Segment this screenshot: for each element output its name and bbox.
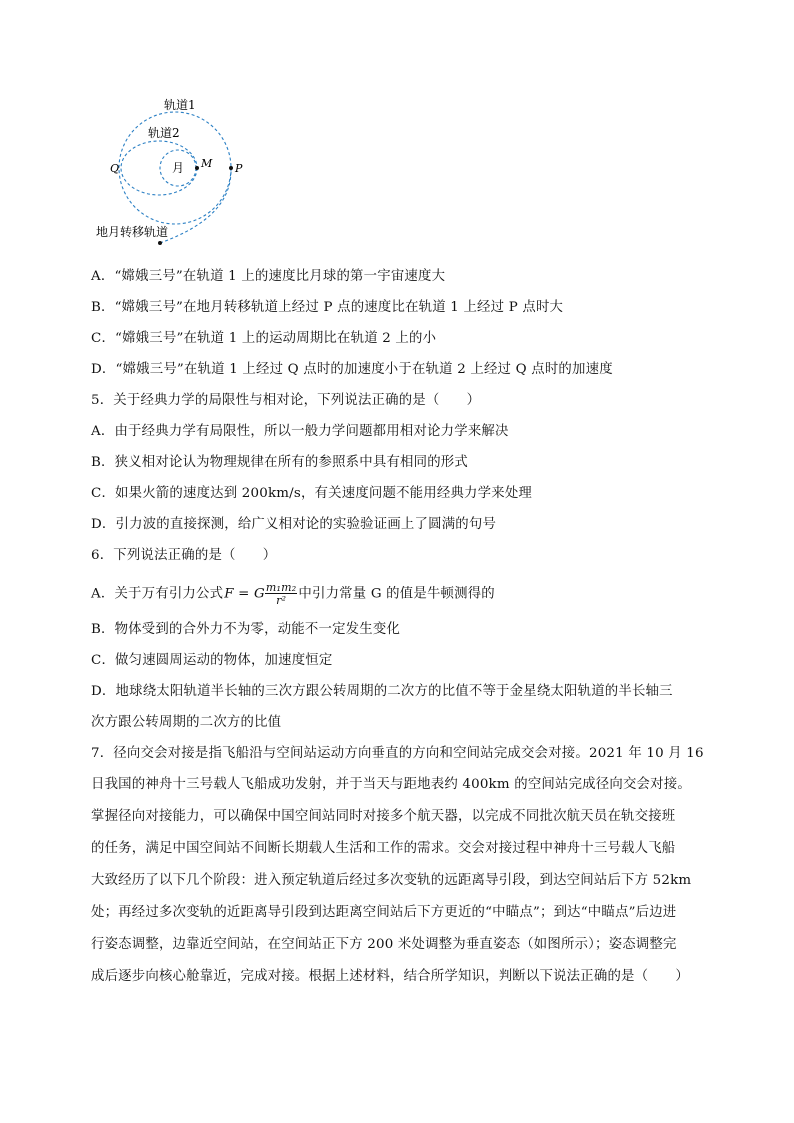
label-M: M	[201, 157, 213, 170]
point-P	[229, 166, 233, 170]
point-M	[195, 166, 199, 170]
formula-denominator: r²	[276, 594, 287, 607]
q7-line: 处；再经过多次变轨的近距离导引段到达距离空间站后下方更近的“中瞄点”；到达“中瞄点”后边进	[91, 905, 677, 920]
q7-line: 掌握径向对接能力，可以确保中国空间站同时对接多个航天器，以完成不同批次航天员在轨交接班	[91, 809, 676, 824]
q6-stem: 6．下列说法正确的是（ ）	[91, 548, 277, 563]
q6-option-a	[91, 582, 495, 606]
q5-option-b: B．狭义相对论认为物理规律在所有的参照系中具有相同的形式	[91, 455, 468, 470]
label-P: P	[235, 162, 243, 175]
q4-option-c: C．“嫦娥三号”在轨道 1 上的运动周期比在轨道 2 上的小	[91, 331, 437, 346]
q7-line: 日我国的神舟十三号载人飞船成功发射，并于当天与距地表约 400km 的空间站完成径向交会对接。	[91, 777, 691, 792]
label-orbit1: 轨道1	[164, 98, 196, 112]
label-moon: 月	[172, 161, 185, 175]
q6-option-b: B．物体受到的合外力不为零，动能不一定发生变化	[91, 622, 401, 637]
formula-numerator: m₁m₂	[265, 581, 297, 594]
label-Q: Q	[110, 162, 120, 175]
label-transfer: 地月转移轨道	[96, 225, 169, 239]
q4-option-b: B．“嫦娥三号”在地月转移轨道上经过 P 点的速度比在轨道 1 上经过 P 点时大	[91, 300, 564, 315]
label-orbit2: 轨道2	[148, 126, 180, 140]
orbit-2	[121, 141, 197, 195]
transfer-orbit	[160, 168, 231, 243]
orbit-diagram	[0, 0, 794, 260]
q6-option-a-post: 中引力常量 G 的值是牛顿测得的	[298, 586, 495, 602]
q5-option-d: D．引力波的直接探测，给广义相对论的实验验证画上了圆满的句号	[91, 517, 497, 532]
q6-option-d-line2: 次方跟公转周期的二次方的比值	[91, 715, 282, 730]
q5-stem: 5．关于经典力学的局限性与相对论，下列说法正确的是（ ）	[91, 393, 481, 408]
q7-line: 的任务，满足中国空间站不间断长期载人生活和工作的需求。交会对接过程中神舟十三号载人飞船	[91, 841, 676, 856]
q4-option-d: D．“嫦娥三号”在轨道 1 上经过 Q 点时的加速度小于在轨道 2 上经过 Q 点时的加速度	[91, 362, 613, 377]
q5-option-c: C．如果火箭的速度达到 200km/s，有关速度问题不能用经典力学来处理	[91, 486, 533, 501]
q6-option-d-line1: D．地球绕太阳轨道半长轴的三次方跟公转周期的二次方的比值不等于金星绕太阳轨道的半长轴三	[91, 684, 673, 699]
q6-option-a-pre: A．关于万有引力公式	[91, 586, 224, 602]
q6-option-c: C．做匀速圆周运动的物体，加速度恒定	[91, 653, 333, 668]
q7-line: 成后逐步向核心舱靠近，完成对接。根据上述材料，结合所学知识，判断以下说法正确的是（ ）	[91, 969, 689, 984]
q7-line: 行姿态调整，边靠近空间站，在空间站正下方 200 米处调整为垂直姿态（如图所示）；姿态调整完	[91, 937, 677, 952]
formula-fraction	[265, 582, 297, 606]
q7-line: 7．径向交会对接是指飞船沿与空间站运动方向垂直的方向和空间站完成交会对接。2021 年 10 月 16	[91, 746, 704, 761]
q5-option-a: A．由于经典力学有局限性，所以一般力学问题都用相对论力学来解决	[91, 424, 509, 439]
point-transfer-start	[158, 241, 162, 245]
formula-lhs: F = G	[224, 586, 265, 602]
q4-option-a: A．“嫦娥三号”在轨道 1 上的速度比月球的第一宇宙速度大	[91, 269, 446, 284]
q7-line: 大致经历了以下几个阶段：进入预定轨道后经过多次变轨的远距离导引段，到达空间站后下方 52km	[91, 873, 692, 888]
gravitation-formula	[224, 582, 297, 606]
